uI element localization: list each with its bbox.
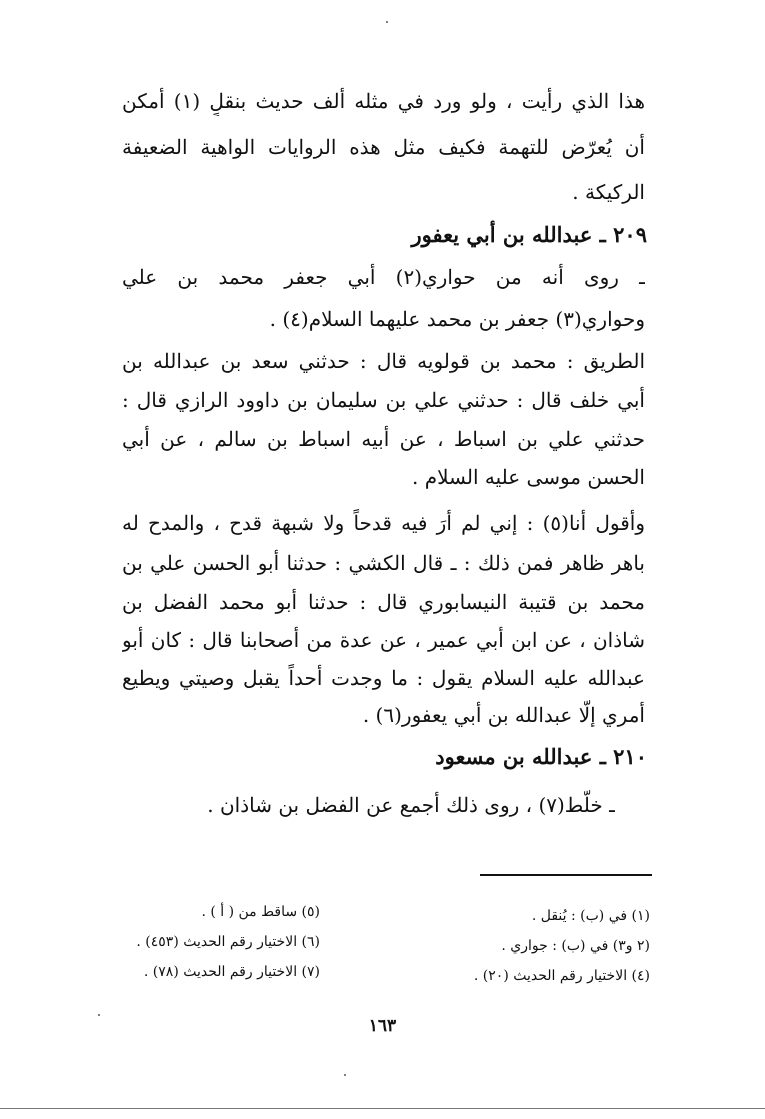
text-line: أن يُعرّض للتهمة فكيف مثل هذه الروايات الواهية الضعيفة — [122, 135, 645, 159]
text-line: محمد بن قتيبة النيسابوري قال : حدثنا أبو محمد الفضل بن — [122, 590, 645, 614]
footnote: (٥) ساقط من ( أ ) . — [201, 904, 320, 920]
footnote: (٢ و٣) في (ب) : جواري . — [501, 938, 650, 954]
text-line: الركيكة . — [572, 180, 645, 204]
text-line: ـ روى أنه من حواري(٢) أبي جعفر محمد بن علي — [122, 265, 645, 289]
text-line: الطريق : محمد بن قولويه قال : حدثني سعد بن عبدالله بن — [122, 349, 645, 373]
section-heading: ٢٠٩ ـ عبدالله بن أبي يعفور — [411, 222, 647, 247]
text-line: عبدالله عليه السلام يقول : ما وجدت أحداً يقبل وصيتي ويطيع — [122, 666, 645, 690]
text-line: شاذان ، عن ابن أبي عمير ، عن عدة من أصحابنا قال : كان أبو — [122, 628, 645, 652]
text-line: ـ خلّط(٧) ، روى ذلك أجمع عن الفضل بن شاذان . — [207, 793, 615, 817]
scan-speck — [344, 1074, 346, 1076]
text-line: أمري إلّا عبدالله بن أبي يعفور(٦) . — [362, 703, 645, 727]
section-heading: ٢١٠ ـ عبدالله بن مسعود — [435, 744, 647, 769]
footnote-separator — [480, 874, 652, 876]
footnote: (٧) الاختيار رقم الحديث (٧٨) . — [143, 964, 320, 980]
text-line: أبي خلف قال : حدثني علي بن سليمان بن داوود الرازي قال : — [122, 388, 645, 412]
scan-speck — [98, 1014, 100, 1016]
text-line: باهر ظاهر فمن ذلك : ـ قال الكشي : حدثنا أبو الحسن علي بن — [122, 551, 645, 575]
page-number: ١٦٣ — [368, 1016, 397, 1036]
scan-speck — [386, 21, 388, 23]
text-line: وأقول أنا(٥) : إني لم أرَ فيه قدحاً ولا شبهة قدح ، والمدح له — [122, 511, 645, 535]
footnote: (٦) الاختيار رقم الحديث (٤٥٣) . — [136, 934, 320, 950]
text-line: الحسن موسى عليه السلام . — [411, 465, 645, 489]
text-line: وحواري(٣) جعفر بن محمد عليهما السلام(٤) . — [269, 307, 645, 331]
footnote: (٤) الاختيار رقم الحديث (٢٠) . — [473, 968, 650, 984]
footnote: (١) في (ب) : يُنقل . — [531, 908, 650, 924]
text-line: حدثني علي بن اسباط ، عن أبيه اسباط بن سالم ، عن أبي — [122, 427, 645, 451]
text-line: هذا الذي رأيت ، ولو ورد في مثله ألف حديث بنقلٍ (١) أمكن — [122, 89, 645, 113]
scan-edge-line — [0, 1108, 765, 1109]
